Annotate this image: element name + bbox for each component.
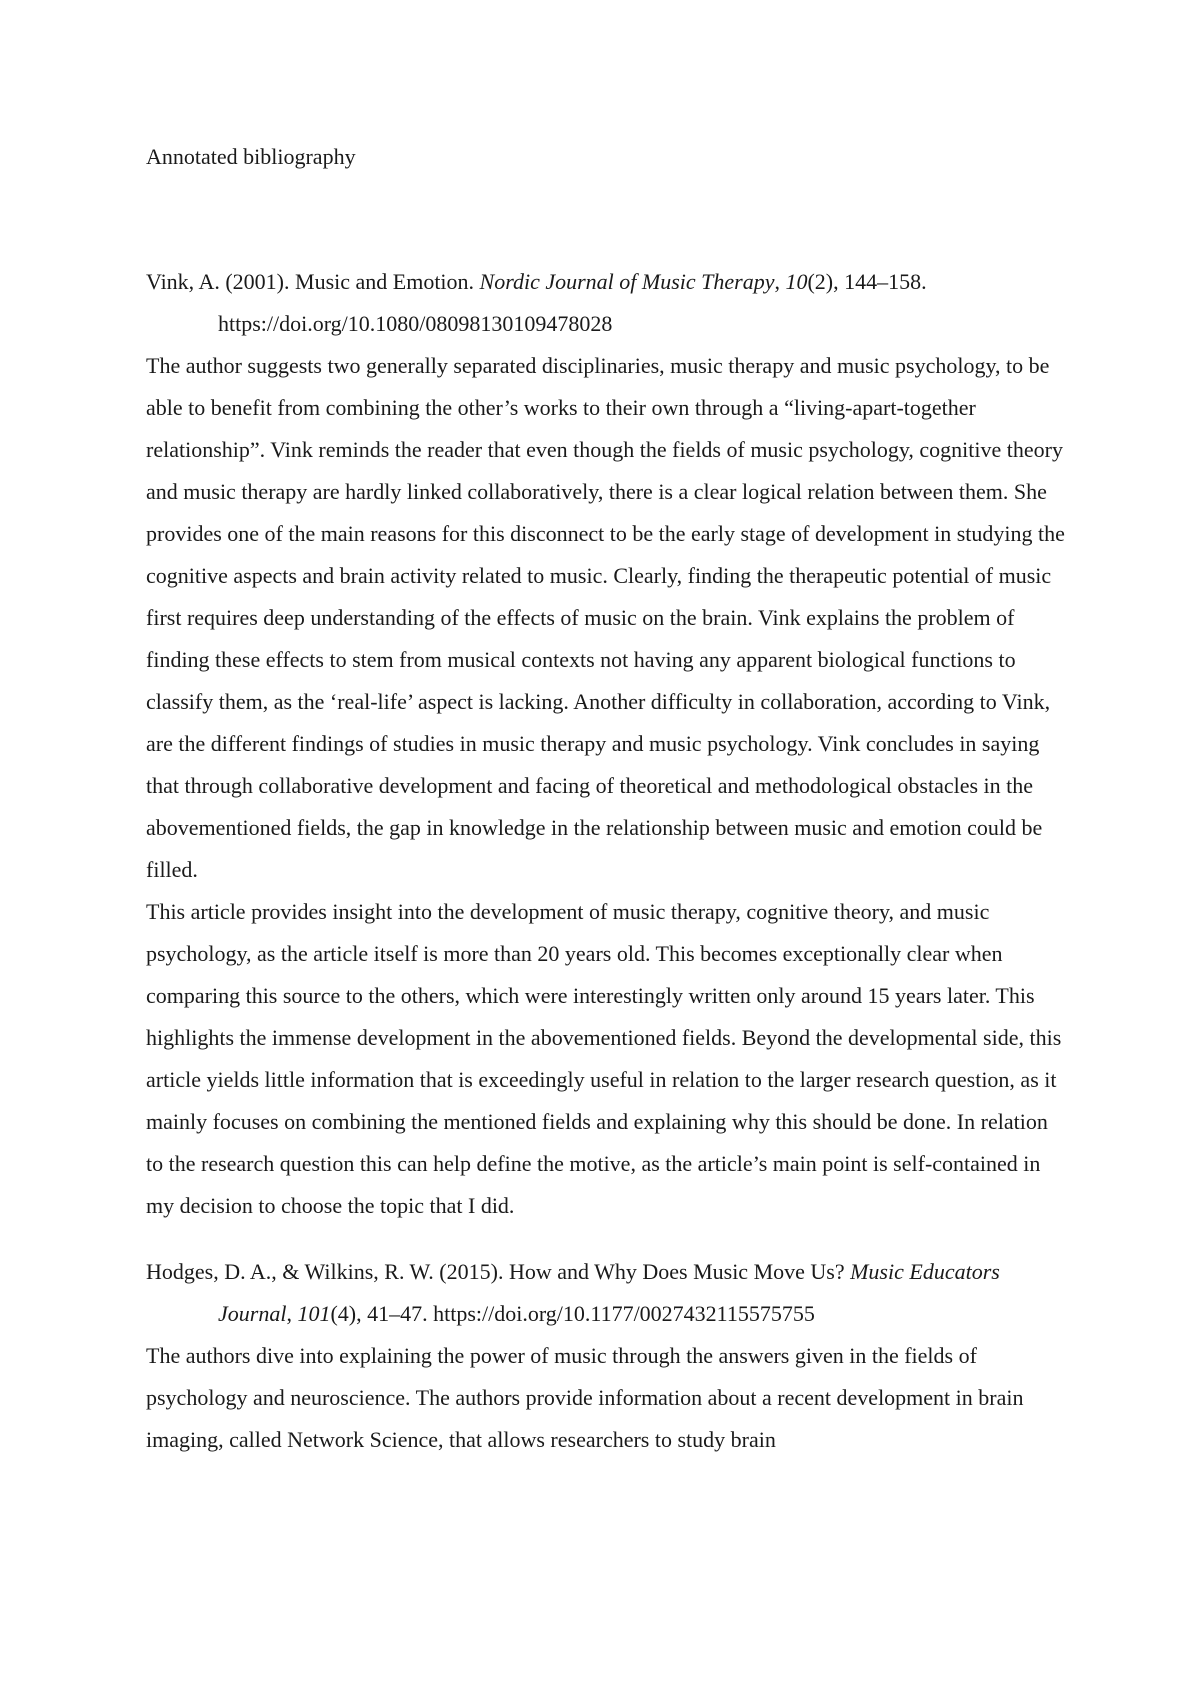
citation-journal: Music Educators Journal — [218, 1259, 1000, 1326]
citation-authors: Vink, A. (2001). Music and Emotion. — [146, 269, 480, 294]
bibliography-entry-hodges — [146, 1251, 1070, 1461]
document-title: Annotated bibliography — [146, 144, 356, 169]
citation-authors: Hodges, D. A., & Wilkins, R. W. (2015). How and Why Does Music Move Us? — [146, 1259, 851, 1284]
citation-volume: 101 — [297, 1301, 331, 1326]
citation-journal: Nordic Journal of Music Therapy — [479, 269, 775, 294]
annotation-evaluation: This article provides insight into the development of music therapy, cognitive theory, and music psychology, as the article itself is more than 20 years old. This becomes exceptionally clear when comparing this source to the others, which were interestingly written only around 15 years later. This highlights the immense development in the abovementioned fields. Beyond the developmental side, this article yields little information that is exceedingly useful in relation to the larger research question, as it mainly focuses on combining the mentioned fields and explaining why this should be done. In relation to the research question this can help define the motive, as the article’s main point is self-contained in my decision to choose the topic that I did. — [146, 899, 1062, 1218]
citation — [146, 1251, 1070, 1335]
citation — [146, 261, 1070, 345]
citation-pages-doi: (4), 41–47. https://doi.org/10.1177/0027432115575755 — [330, 1301, 815, 1326]
citation-volume: 10 — [785, 269, 808, 294]
bibliography-entry-vink — [146, 261, 1070, 1227]
annotation-summary: The authors dive into explaining the power of music through the answers given in the fields of psychology and neuroscience. The authors provide information about a recent development in brain imaging, called Network Science, that allows researchers to study brain — [146, 1343, 1024, 1452]
citation-separator: , — [286, 1301, 298, 1326]
citation-pages-doi: (2), 144–158. https://doi.org/10.1080/08098130109478028 — [218, 269, 927, 336]
citation-separator: , — [774, 269, 786, 294]
annotation-summary: The author suggests two generally separated disciplinaries, music therapy and music psychology, to be able to benefit from combining the other’s works to their own through a “living-apart-together relationship”. Vink reminds the reader that even though the fields of music psychology, cognitive theory and music therapy are hardly linked collaboratively, there is a clear logical relation between them. She provides one of the main reasons for this disconnect to be the early stage of development in studying the cognitive aspects and brain activity related to music. Clearly, finding the therapeutic potential of music first requires deep understanding of the effects of music on the brain. Vink explains the problem of finding these effects to stem from musical contexts not having any apparent biological functions to classify them, as the ‘real-life’ aspect is lacking. Another difficulty in collaboration, according to Vink, are the different findings of studies in music therapy and music psychology. Vink concludes in saying that through collaborative development and facing of theoretical and methodological obstacles in the abovementioned fields, the gap in knowledge in the relationship between music and emotion could be filled. — [146, 353, 1065, 882]
